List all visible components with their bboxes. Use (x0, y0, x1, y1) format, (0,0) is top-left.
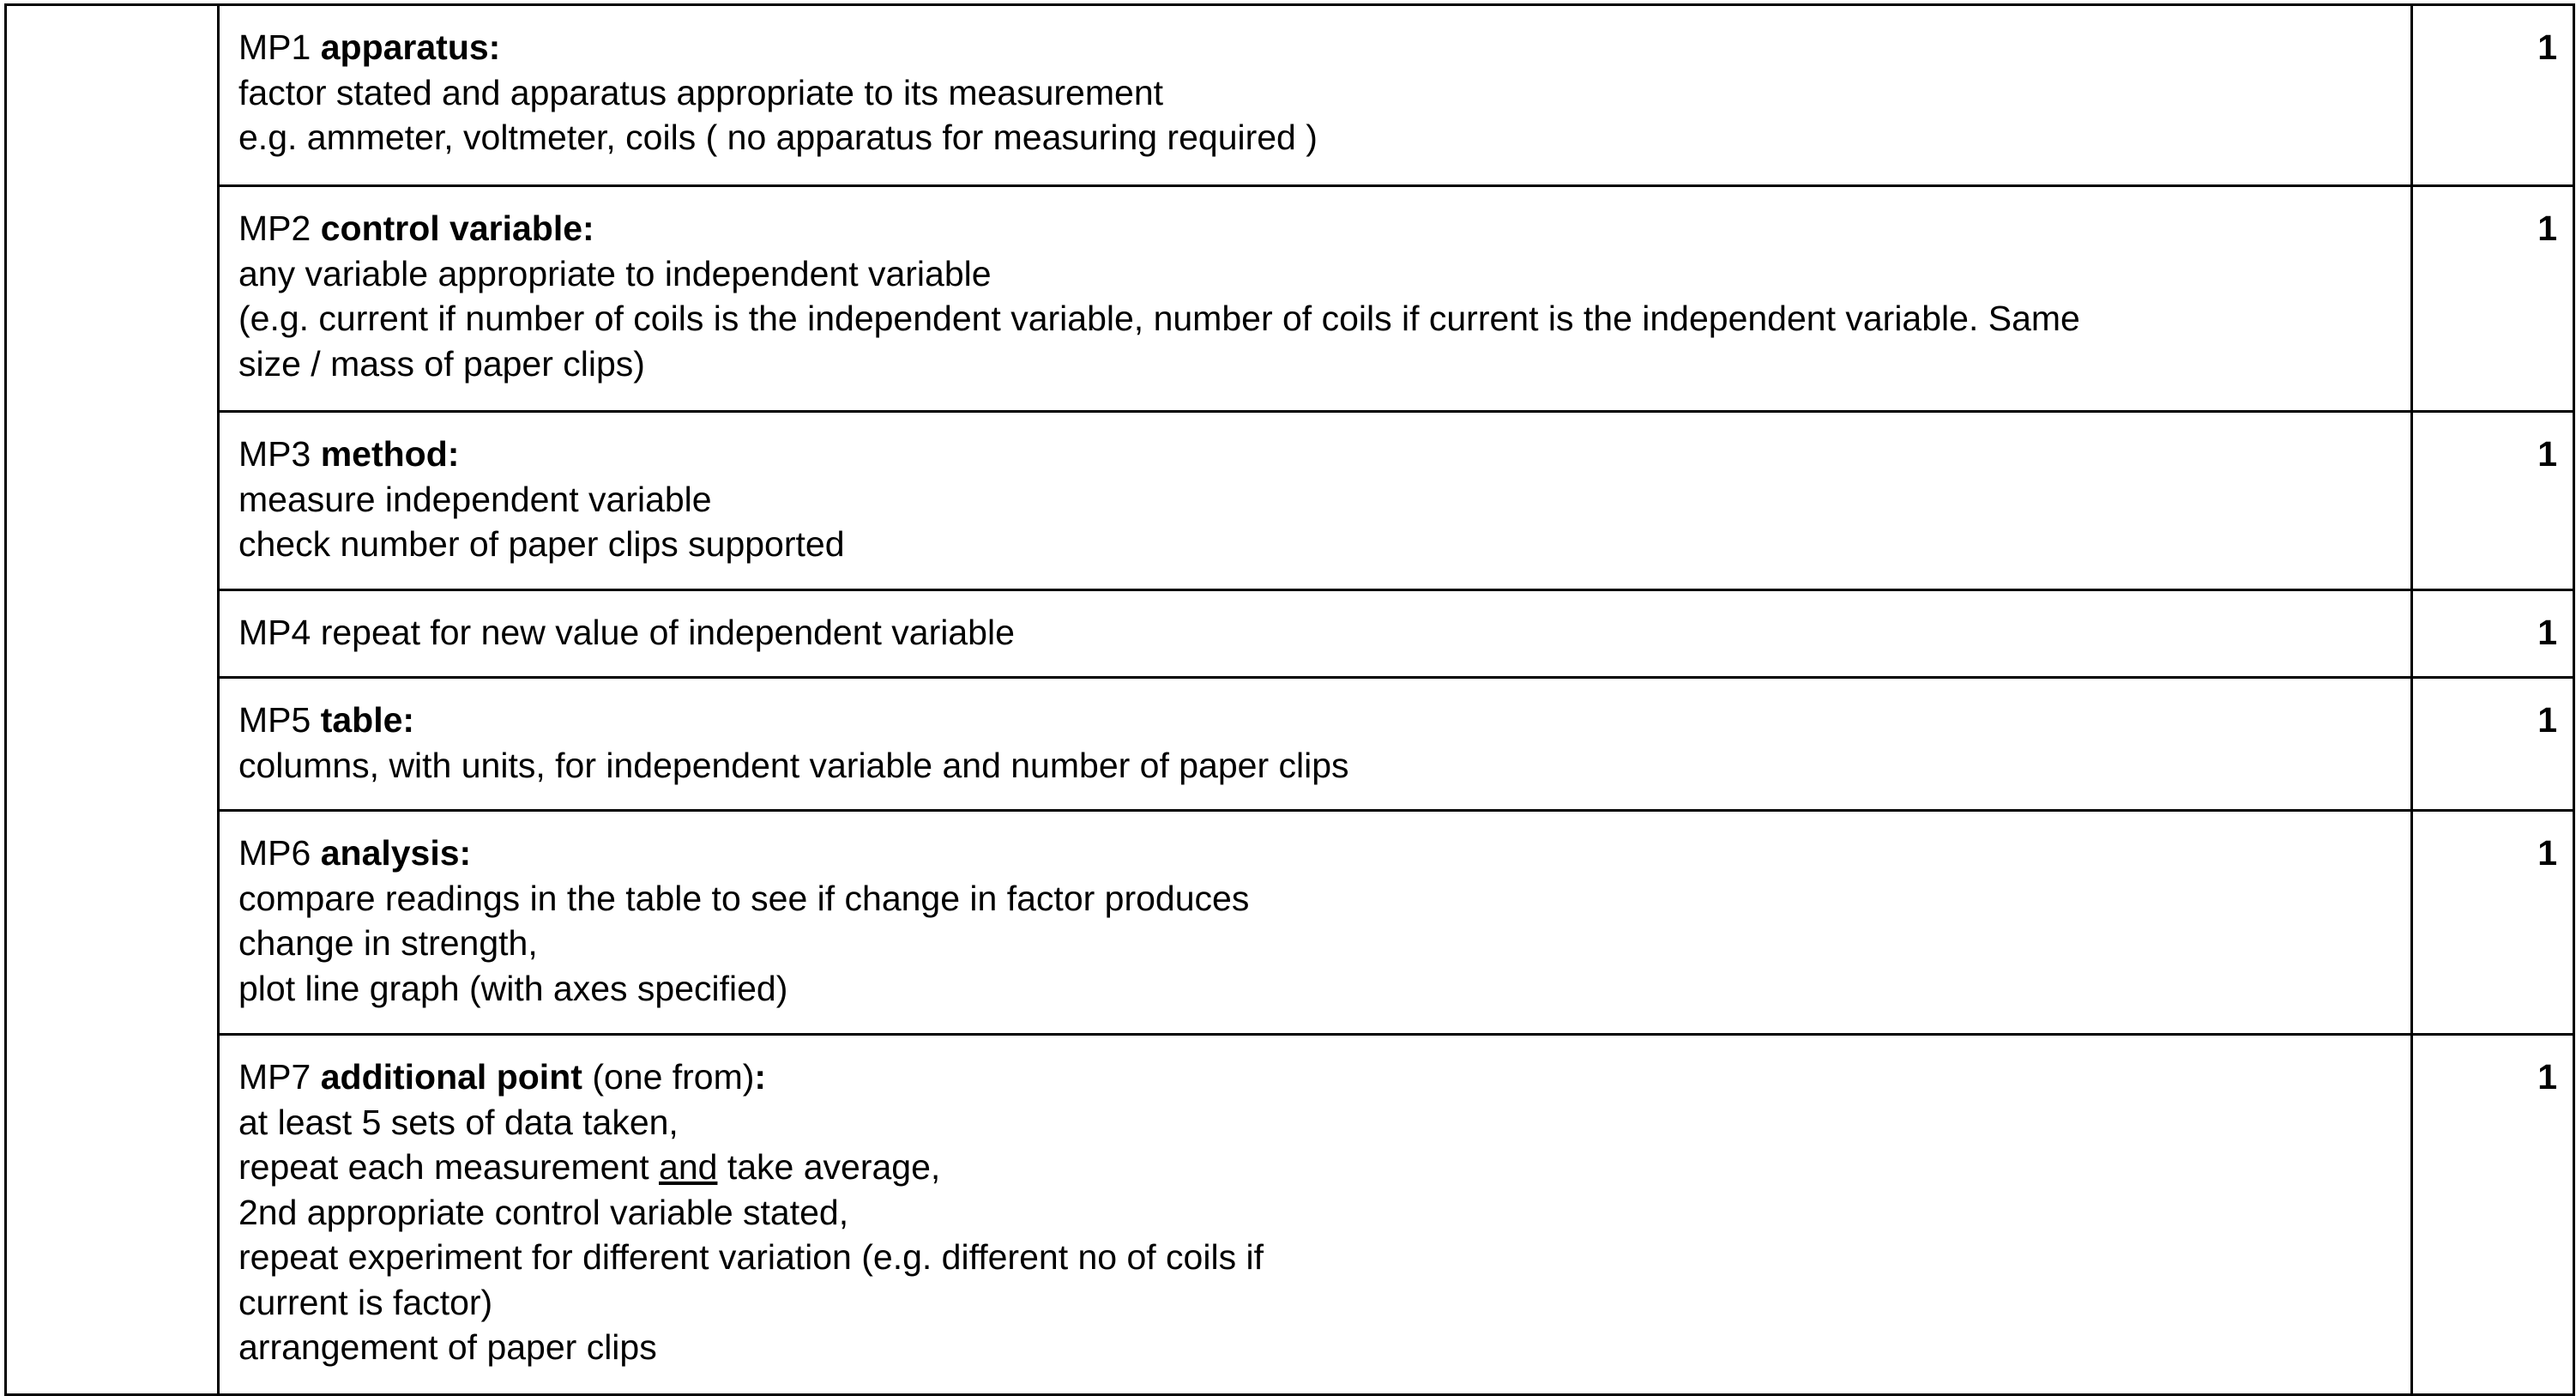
answer-line (238, 1145, 2392, 1190)
answer-line: (e.g. current if number of coils is the independent variable, number of coils if current is the independent variable. Same (238, 299, 2080, 338)
mark-cell: 1 (2412, 186, 2574, 412)
mark-point-heading: apparatus: (320, 27, 501, 67)
table-row (6, 1035, 2574, 1395)
answer-heading-line (238, 25, 2392, 70)
mark-cell: 1 (2412, 590, 2574, 678)
mark-cell: 1 (2412, 811, 2574, 1035)
answer-cell (219, 5, 2412, 186)
answer-line: plot line graph (with axes specified) (238, 968, 788, 1008)
answer-line: check number of paper clips supported (238, 524, 845, 564)
answer-heading-line (238, 610, 2392, 656)
table-row (6, 412, 2574, 590)
answer-line: size / mass of paper clips) (238, 343, 645, 384)
mark-cell: 1 (2412, 5, 2574, 186)
answer-cell (219, 412, 2412, 590)
answer-cell (219, 1035, 2412, 1395)
question-cell (6, 5, 219, 1395)
answer-line: columns, with units, for independent variable and number of paper clips (238, 745, 1349, 785)
table-row (6, 678, 2574, 811)
mark-point-heading: control variable: (320, 208, 594, 248)
answer-line: arrangement of paper clips (238, 1327, 657, 1367)
answer-line: e.g. ammeter, voltmeter, coils ( no apparatus for measuring required ) (238, 118, 1318, 157)
mark-point-code: MP5 (238, 700, 311, 740)
mark-point-code: MP7 (238, 1057, 311, 1097)
mark-point-heading-colon: : (754, 1057, 767, 1097)
table-row (6, 186, 2574, 412)
answer-line: any variable appropriate to independent variable (238, 253, 992, 293)
answer-line: current is factor) (238, 1282, 493, 1322)
answer-heading-line (238, 831, 2392, 876)
answer-heading-line (238, 206, 2392, 251)
answer-line: compare readings in the table to see if change in factor produces (238, 878, 1250, 918)
mark-scheme-table (4, 3, 2575, 1396)
answer-text: take average, (727, 1147, 941, 1187)
answer-line: change in strength, (238, 923, 538, 963)
answer-line: measure independent variable (238, 479, 712, 519)
answer-heading-line (238, 698, 2392, 743)
mark-point-heading-suffix: (one from) (592, 1057, 755, 1097)
answer-line: 2nd appropriate control variable stated, (238, 1192, 849, 1232)
answer-text: repeat each measurement (238, 1147, 649, 1187)
mark-point-code: MP1 (238, 27, 311, 67)
mark-point-heading: method: (320, 434, 460, 474)
mark-point-code: MP4 (238, 613, 311, 652)
answer-cell (219, 186, 2412, 412)
underlined-word: and (659, 1147, 718, 1187)
answer-cell (219, 678, 2412, 811)
answer-line: at least 5 sets of data taken, (238, 1102, 679, 1142)
answer-heading-line (238, 1055, 2392, 1100)
answer-heading-line (238, 432, 2392, 477)
answer-cell (219, 590, 2412, 678)
mark-point-heading: analysis: (320, 833, 472, 873)
mark-point-heading: additional point (320, 1057, 582, 1097)
answer-line: factor stated and apparatus appropriate to its measurement (238, 72, 1164, 112)
mark-point-code: MP6 (238, 833, 311, 873)
mark-cell: 1 (2412, 1035, 2574, 1395)
mark-point-code: MP2 (238, 208, 311, 248)
table-row (6, 590, 2574, 678)
mark-point-heading: table: (320, 700, 415, 740)
answer-line: repeat experiment for different variation (e.g. different no of coils if (238, 1237, 1264, 1277)
mark-cell: 1 (2412, 678, 2574, 811)
table-row (6, 811, 2574, 1035)
mark-point-text: repeat for new value of independent variable (320, 613, 1015, 652)
mark-point-code: MP3 (238, 434, 311, 474)
answer-cell (219, 811, 2412, 1035)
table-row (6, 5, 2574, 186)
mark-cell: 1 (2412, 412, 2574, 590)
